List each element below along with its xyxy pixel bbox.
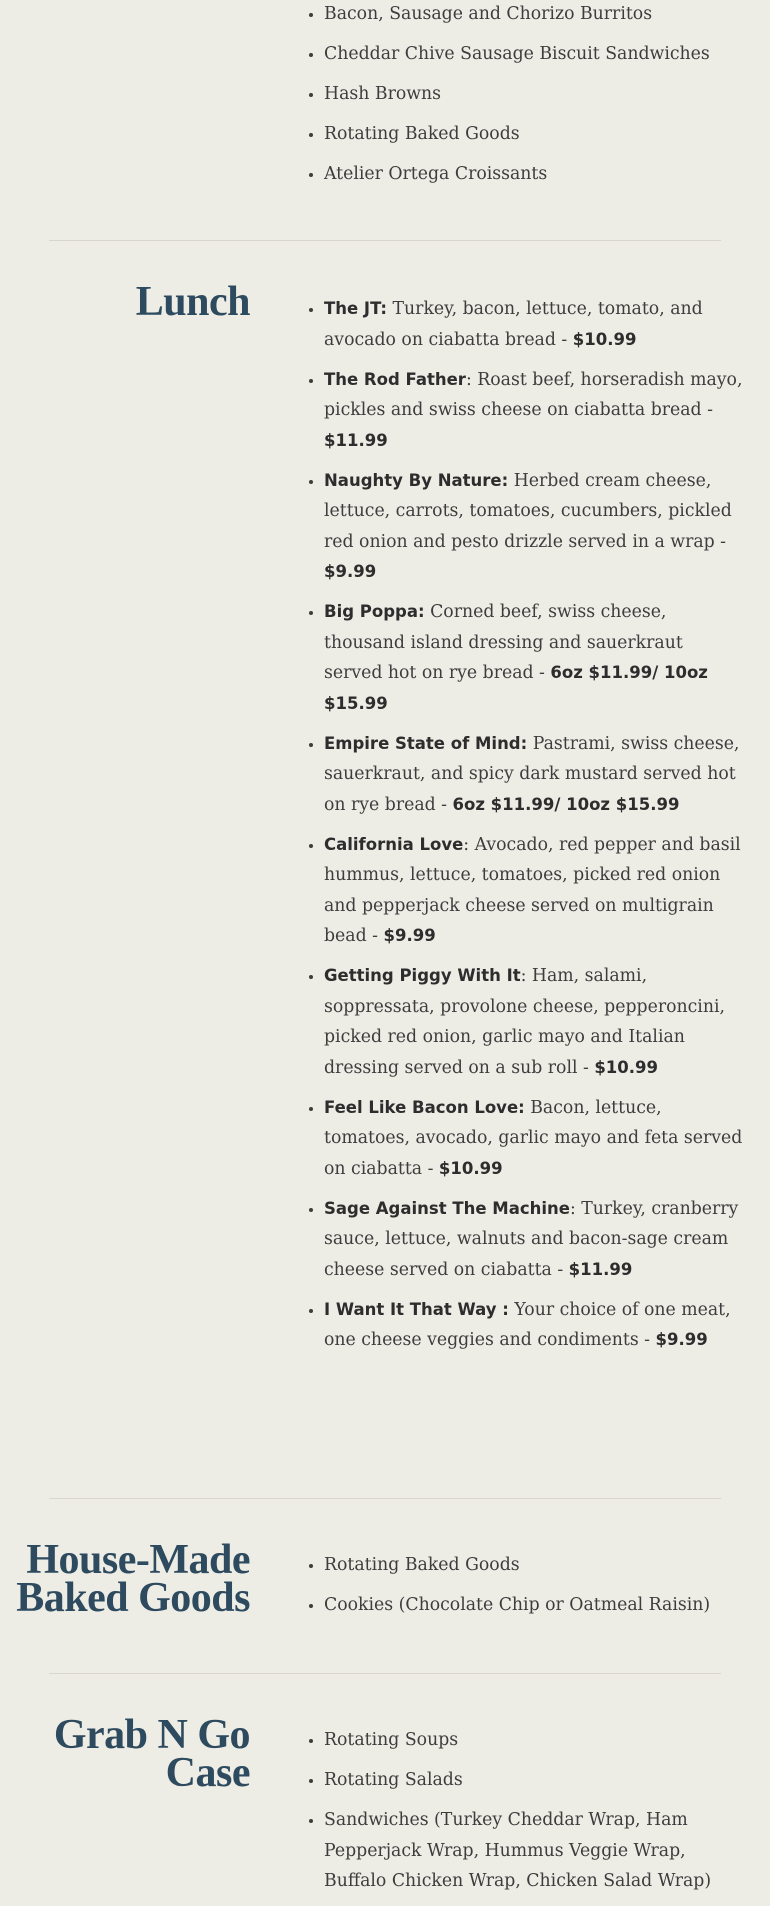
baked-goods-list [300, 1550, 744, 1630]
menu-item-description: Turkey, bacon, lettuce, tomato, and avocado on ciabatta bread - [324, 299, 703, 350]
heading-line: Grab N Go [53, 1712, 250, 1758]
menu-item [324, 729, 744, 821]
menu-item-description: Pastrami, swiss cheese, sauerkraut, and spicy dark mustard served hot on rye bread - [324, 733, 740, 815]
lunch-list [300, 294, 744, 1365]
menu-item-name: Big Poppa: [324, 602, 425, 621]
menu-item [324, 1093, 744, 1185]
menu-item-price: $10.99 [438, 1158, 503, 1178]
baked-goods-heading [16, 1537, 250, 1621]
menu-item [324, 294, 744, 355]
section-divider [49, 240, 721, 241]
list-item: • Atelier Ortega Croissants [324, 159, 744, 190]
list-item: • Rotating Baked Goods [324, 1550, 744, 1581]
menu-item-name: I Want It That Way : [324, 1299, 509, 1319]
list-item: • Hash Browns [324, 79, 744, 110]
menu-item-price: $9.99 [383, 926, 436, 945]
menu-item-description: Bacon, lettuce, tomatoes, avocado, garlic mayo and feta served on ciabatta - [324, 1097, 743, 1179]
menu-item-price: $10.99 [572, 329, 637, 349]
list-item: • Cookies (Chocolate Chip or Oatmeal Raisin) [324, 1590, 744, 1621]
grab-n-go-heading [53, 1712, 250, 1796]
menu-item-name: Sage Against The Machine [324, 1198, 570, 1218]
menu-item [324, 597, 744, 719]
heading-line: Baked Goods [16, 1575, 250, 1621]
menu-item-description: : Avocado, red pepper and basil hummus, lettuce, tomatoes, picked red onion and pepperjack cheese served on multigrain bead - [324, 834, 741, 946]
menu-item-name: Empire State of Mind: [324, 733, 528, 753]
menu-item [324, 961, 744, 1083]
menu-item-description: Corned beef, swiss cheese, thousand island dressing and sauerkraut served hot on rye bread - [324, 602, 683, 683]
menu-item-name: California Love [324, 834, 464, 854]
menu-item-description: Your choice of one meat, one cheese veggies and condiments - [324, 1299, 731, 1350]
menu-item-name: Naughty By Nature: [324, 470, 509, 490]
menu-item-description: Herbed cream cheese, lettuce, carrots, tomatoes, cucumbers, pickled red onion and pesto drizzle served in a wrap - [324, 470, 732, 552]
menu-item-price: $11.99 [324, 430, 388, 450]
lunch-heading: Lunch [135, 279, 250, 325]
section-divider [49, 1498, 721, 1499]
list-item: • Rotating Baked Goods [324, 119, 744, 150]
menu-item-price: $11.99 [568, 1259, 633, 1279]
menu-item-price: 6oz $11.99/ 10oz $15.99 [324, 663, 708, 713]
menu-item-price: $10.99 [594, 1057, 658, 1077]
heading-line: House-Made [26, 1537, 250, 1583]
menu-item [324, 830, 744, 952]
list-item: • Bacon, Sausage and Chorizo Burritos [324, 0, 744, 30]
breakfast-list [300, 0, 744, 199]
menu-item [324, 1194, 744, 1286]
heading-line: Case [165, 1750, 250, 1796]
list-item: • Rotating Salads [324, 1765, 744, 1796]
menu-item-price: 6oz $11.99/ 10oz $15.99 [452, 794, 680, 814]
menu-item-name: The Rod Father [324, 369, 466, 389]
list-item: • Sandwiches (Turkey Cheddar Wrap, Ham Pepperjack Wrap, Hummus Veggie Wrap, Buffalo Chicken Wrap, Chicken Salad Wrap) [324, 1805, 744, 1897]
list-item: • Cheddar Chive Sausage Biscuit Sandwiches [324, 39, 744, 70]
menu-item [324, 1295, 744, 1356]
menu-item [324, 365, 744, 457]
menu-item-description: : Roast beef, horseradish mayo, pickles and swiss cheese on ciabatta bread - [324, 369, 743, 420]
menu-item-description: : Ham, salami, soppressata, provolone cheese, pepperoncini, picked red onion, garlic mayo and Italian dressing served on a sub roll - [324, 966, 725, 1078]
menu-item-price: $9.99 [655, 1330, 708, 1349]
menu-item-name: The JT: [324, 299, 388, 318]
menu-item-description: : Turkey, cranberry sauce, lettuce, walnuts and bacon-sage cream cheese served on ciabatta - [324, 1198, 739, 1280]
grab-n-go-list [300, 1725, 744, 1906]
list-item: • Rotating Soups [324, 1725, 744, 1756]
menu-item-name: Feel Like Bacon Love: [324, 1097, 525, 1117]
menu-item-name: Getting Piggy With It [324, 966, 521, 985]
menu-item [324, 466, 744, 588]
section-divider [49, 1673, 721, 1674]
menu-item-price: $9.99 [324, 562, 377, 581]
